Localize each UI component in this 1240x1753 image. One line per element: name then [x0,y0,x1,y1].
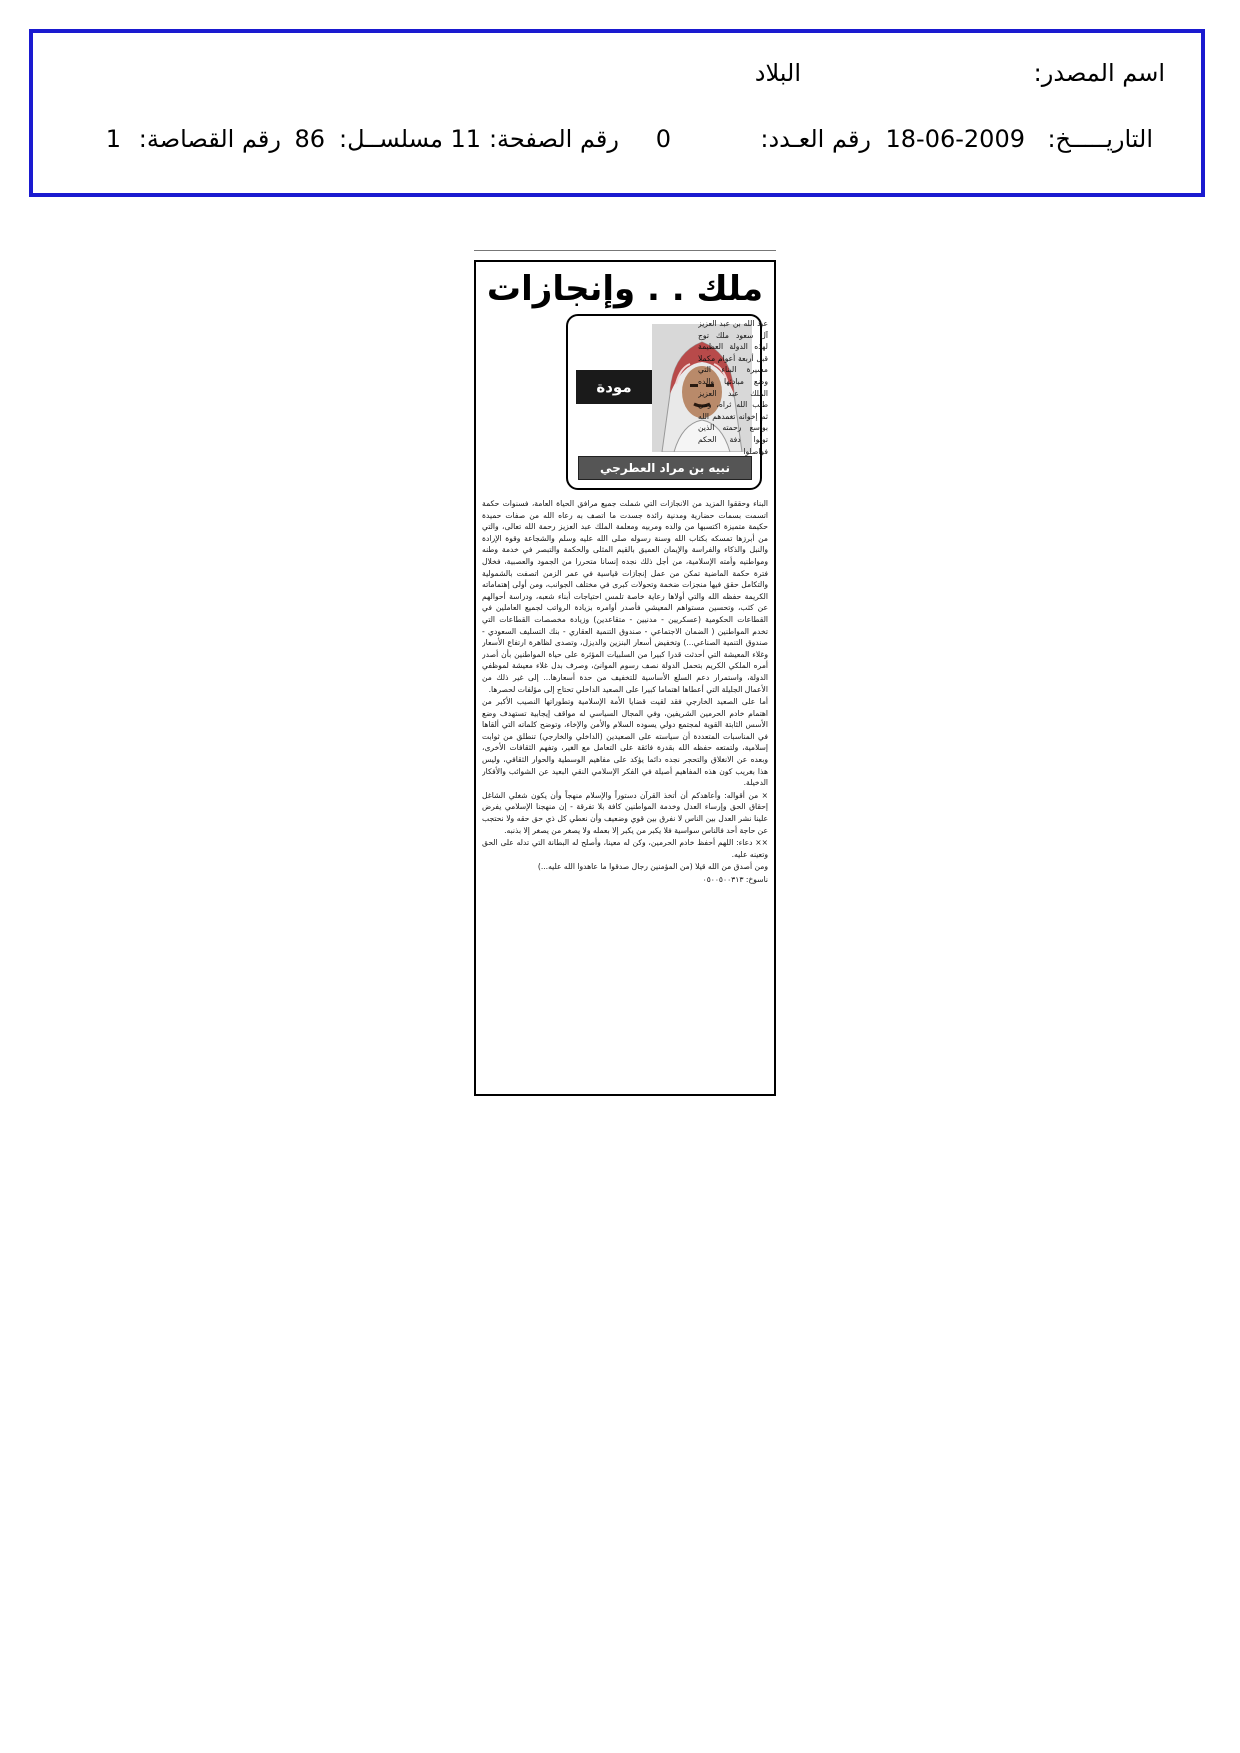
article-paragraph: أما على الصعيد الخارجي فقد لقيت قضايا الأمة الإسلامية وتطوراتها النصيب الأكبر من اهتمام خادم الحرمين الشريفين، وفي المجال السياسي له مواقف إيجابية تستهدف وضع الأسس الثابتة القوية لمجتمع دولي يسوده السلام والأمن والإخاء، وتوضح كلماته التي ألقاها في المناسبات المتعددة أن سياسته على الصعيدين (الداخلي والخارجي) تنطلق من ثوابت إسلامية، ولتمتعه حفظه الله بقدرة فائقة على التعامل مع الغير، وتفهم الثقافات الأخرى، وبعده عن الانغلاق والتحجر نجده دائما يؤكد على مفاهيم الوسطية والحوار الثقافي، وليس هذا بغريب كون هذه المفاهيم أصيلة في الفكر الإسلامي النقي البعيد عن الشوائب والأفكار الدخيلة. [482,697,768,788]
clip-number-label: رقم القصاصة: [138,125,281,153]
newspaper-clipping [474,250,776,1096]
column-name-tag: مودة الفؤاد [576,370,652,404]
page-value: 11 [450,125,481,153]
serial-value: 86 [294,125,325,153]
serial-label: مسلســل: [339,125,443,153]
page-label: رقم الصفحة: [488,125,619,153]
divider-line [474,250,776,251]
date-value: 18-06-2009 [885,125,1025,153]
article-intro-text: عبد الله بن عبد العزيز آل سعود ملك توج لهذه الدولة العظيمة قبل أربعة أعوام مكملا مسيرة البناء التي وضع مبادئها والده الملك عبد العزيز طيب الله ثراه، ومن ثم إخوانه تغمدهم الله بواسع رحمته الذين تولوا دفة الحكم فواصلوا [698,319,768,456]
article-paragraph: × من أقواله: وأعاهدكم أن أتخذ القرآن دستوراً والإسلام منهجاً وأن يكون شغلي الشاغل إحقاق الحق وإرساء العدل وخدمة المواطنين كافة بلا تفرقة - إن منهجنا الإسلامي يفرض علينا نشر العدل بين الناس لا نفرق بين قوي وضعيف وأن نعطي كل ذي حق حقه ولا نحتجب عن حاجة أحد فالناس سواسية فلا يكبر من يكبر إلا بعمله ولا يصغر من يصغر إلا بذنبه. [482,790,768,835]
article-intro-column [698,318,768,492]
article-fax: ناسوخ: ٠٥٠٠٥٠٠٣١٣ [702,875,768,884]
source-value: البلاد [754,59,801,87]
issue-value: 0 [655,125,671,153]
date-label: التاريـــــخ: [1047,125,1153,153]
author-name: نبيه بن مراد العطرجي [578,456,752,480]
article-paragraph: ×× دعاء: اللهم أحفظ خادم الحرمين، وكن له معينا، وأصلح له البطانة التي تدله على الحق وتعينه عليه. [482,838,768,859]
clipping-header-box [29,29,1205,197]
source-label: اسم المصدر: [1033,59,1165,87]
article-paragraph: ومن أصدق من الله قيلا (من المؤمنين رجال صدقوا ما عاهدوا الله عليه...) [537,862,768,872]
article-body [482,498,768,1088]
issue-label: رقم العـدد: [760,125,871,153]
article-frame [474,260,776,1096]
article-headline: ملك . . وإنجازات [486,269,764,309]
clip-number-value: 1 [105,125,121,153]
article-paragraph: البناء وحققوا المزيد من الانجازات التي شملت جميع مرافق الحياة العامة، فسنوات حكمة اتسمت بسمات حضارية ومدنية رائدة جسدت ما اتصف به رعاه الله من صفات حميدة حكيمة متميزة اكتسبها من والده ومربيه ومعلمة الملك عبد العزيز رحمة الله تعالى، والتي من أبرزها تمسكه بكتاب الله وسنة رسوله صلى الله عليه وسلم والشجاعة وقوة الإرادة والنبل والذكاء والفراسة والإيمان العميق بالقيم المثلى والحكمة والتبصر في خدمة وطنه ومواطنيه وأمته الإسلامية، من أجل ذلك نجده إنسانا متحررا من الجمود والعصبية، فخلال فترة حكمة الماضية تمكن من عمل إنجازات قياسية في عمر الزمن اتصفت بالشمولية والتكامل حقق فيها منجزات ضخمة وتحولات كبرى في مختلف الجوانب، ومن أولى إهتماماته الكريمة حفظه الله والتي أولاها رعاية خاصة تلمس احتياجات أبناء شعبه، ودراسة أحوالهم عن كثب، وتحسين مستواهم المعيشي فأصدر أوامره بزيادة الرواتب لجميع العاملين في القطاعات الحكومية (عسكريين - مدنيين - متقاعدين) وزيادة مخصصات القطاعات التي تخدم المواطنين ( الضمان الاجتماعي - صندوق التنمية العقاري - بنك التسليف السعودي - صندوق التنمية الصناعي...) وتخفيض أسعار البنزين والديزل، وتصدى لظاهرة ارتفاع الأسعار وغلاء المعيشة التي أحدثت قدرا كبيرا من السلبيات المؤثرة على حياة المواطنين بأن أصدر أمره الملكي الكريم بتحمل الدولة نصف رسوم الموانئ، وصرف بدل غلاء معيشة لموظفي الدولة، واستمرار دعم السلع الأساسية للتخفيف من حدة أسعارها... إلى غير ذلك من الأعمال الجليلة التي أعطاها اهتماما كبيرا على الصعيد الداخلي تحتاج إلى مؤلفات لحصرها. [482,499,768,694]
